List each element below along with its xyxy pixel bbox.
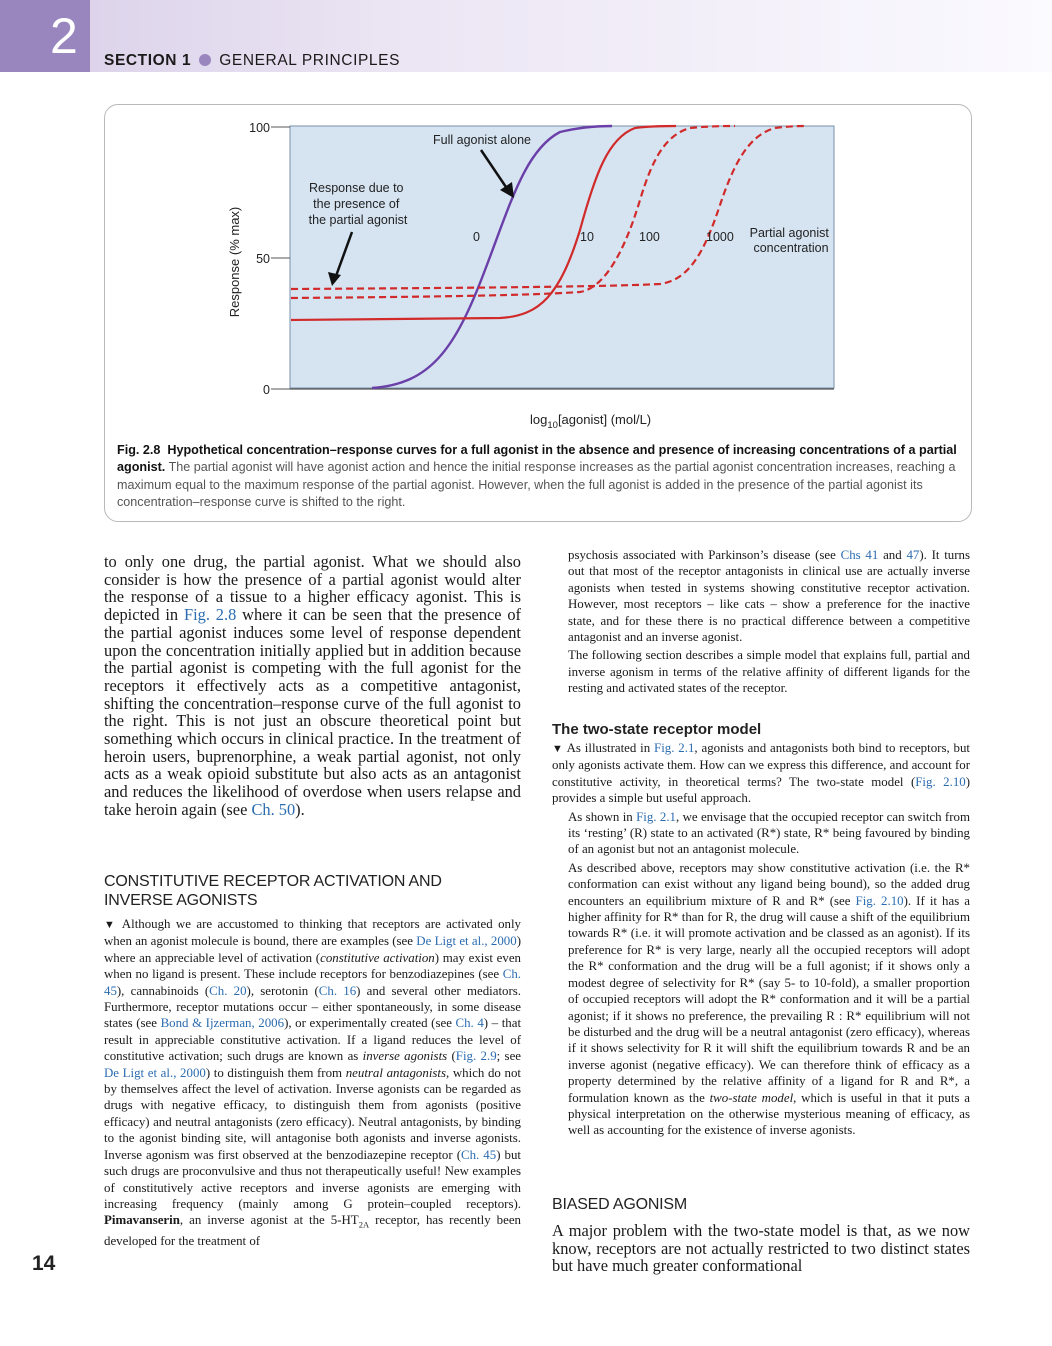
annotation-partial-concentration: Partial agonist concentration [749,226,829,255]
link-ch-4[interactable]: Ch. 4 [455,1016,484,1031]
figure-caption [117,442,967,512]
link-fig-2-1[interactable]: Fig. 2.1 [636,809,676,824]
figure-chart [0,0,1052,440]
link-bond-ijzerman-2006[interactable]: Bond & Ijzerman, 2006 [160,1016,285,1031]
right-column-model [552,740,971,1141]
curve-label-0: 0 [473,230,480,244]
chapter-number: 2 [50,8,78,64]
link-ch-45[interactable]: Ch. 45 [460,1147,497,1162]
link-ch-20[interactable]: Ch. 20 [209,983,247,998]
paragraph-psychosis: psychosis associated with Parkinson’s disease (see Chs 41 and 47). It turns out that most of the receptor antagonists in clinical use are actually inverse agonists when tested in systems showing constitutive receptor activation. However, most receptors – like cats – show a preference for the inactive state, and for these there is no practical difference between a competitive antagonist and an inverse agonist. [568,548,970,645]
paragraph-following-section: The following section describes a simple model that explains full, partial and inverse agonism in terms of the relative affinity of different ligands for the resting and activated states of the receptor. [568,648,970,696]
left-column-lead [104,553,521,819]
page-number: 14 [32,1252,56,1275]
right-column-biased [552,1222,970,1275]
heading-biased-agonism: BIASED AGONISM [552,1196,688,1213]
section-title: GENERAL PRINCIPLES [219,52,401,69]
y-tick-label: 100 [249,121,270,135]
link-ch-16[interactable]: Ch. 16 [318,983,357,998]
section-marker-icon: ▼ [552,743,564,755]
paragraph-inverse-agonists: ▼ Although we are accustomed to thinking that receptors are activated only when an agonist molecule is bound, there are examples (see De Ligt et al., 2000) where an appreciable level of activation (constitutive activation) may exist even when no ligand is present. These include receptors for benzodiazepines (see Ch. 45), cannabinoids (Ch. 20), serotonin (Ch. 16) and several other mediators. Furthermore, receptor mutations occur – either spontaneously, in some disease states (see Bond & Ijzerman, 2006), or experimentally created (see Ch. 4) – that result in appreciable constitutive activation. If a ligand reduces the level of constitutive activation; such drugs are known as inverse agonists (Fig. 2.9; see De Ligt et al., 2000) to distinguish them from neutral antagonists, which do not by themselves affect the level of activation. Inverse agonists can be regarded as drugs with negative efficacy, to distinguish them from agonists (positive efficacy) and neutral antagonists (zero efficacy). Neutral antagonists, by binding to the agonist binding site, will antagonise both agonists and inverse agonists. Inverse agonism was first observed at the benzodiazepine receptor (Ch. 45) but such drugs are proconvulsive and thus not therapeutically useful! New examples of constitutively active receptors and inverse agonists are emerging with increasing frequency (mainly among G protein–coupled receptors). Pimavanserin, an inverse agonist at the $5-HT_{2A}$ receptor, has recently been developed for the treatment of [104,917,522,1249]
heading-two-state-model: The two-state receptor model [552,721,762,738]
paragraph-as-shown: As shown in Fig. 2.1, we envisage that the occupied receptor can switch from its ‘resting’ (R) state to an activated (R*) state, R* being favoured by binding of an agonist but not an antagonist molecule. [568,809,970,857]
x-axis-label: $\log_{10}[agonist]$ (mol/L) [530,412,652,431]
link-fig-2-1[interactable]: Fig. 2.1 [654,741,695,755]
curve-label-10: 10 [580,230,594,244]
link-chs-41[interactable]: Chs 41 [840,548,879,562]
caption-body: The partial agonist will have agonist action and hence the initial response increases as the partial agonist concentration increases, reaching a maximum equal to the maximum response of the partial agonist. However, when the full agonist is added in the presence of the partial agonist its concentration–response curve is shifted to the right. [117,460,956,510]
annotation-full-agonist: Full agonist alone [433,133,531,147]
link-ch-50[interactable]: Ch. 50 [251,799,296,819]
link-de-ligt-2000[interactable]: De Ligt et al., 2000 [416,934,517,949]
heading-constitutive-activation: CONSTITUTIVE RECEPTOR ACTIVATION AND INVERSE AGONISTS [104,873,442,909]
paragraph-as-described: As described above, receptors may show constitutive activation (i.e. the R* conformation can exist without any ligand being bound), so the added drug encounters an equilibrium mixture of R and R* (see Fig. 2.10). If it has a higher affinity for R* than for R, the drug will cause a shift of the equilibrium towards R* (i.e. it will promote activation and be classed as an agonist). If its preference for R* is very large, nearly all the occupied receptors will adopt the R* conformation and the drug will be a full agonist; if it shows only a modest degree of selectivity for R* (say 5- to 10-fold), a smaller proportion of occupied receptors will adopt the R* conformation and it will be a partial agonist; if it shows no preference, the prevailing R : R* equilibrium will not be disturbed and the drug will be a neutral antagonist (zero efficacy), whereas if it shows selectivity for R it will shift the equilibrium towards R and be an inverse agonist (negative efficacy). We can therefore think of efficacy as a property determined by the relative affinity of a ligand for R and R*, a formulation known as the two-state model, which is useful in that it puts a physical interpretation on the otherwise mysterious meaning of efficacy, as well as accounting for the existence of inverse agonists. [568,860,971,1138]
curve-label-1000: 1000 [706,230,734,244]
paragraph-biased-agonism: A major problem with the two-state model is that, as we now know, receptors are not actually restricted to two distinct states but have much greater conformational [552,1221,970,1276]
link-fig-2-10[interactable]: Fig. 2.10 [915,774,966,789]
plot-area [290,126,834,388]
link-de-ligt-2000[interactable]: De Ligt et al., 2000 [104,1065,206,1080]
right-column-top [568,547,970,699]
paragraph-illustrated: ▼ As illustrated in Fig. 2.1, agonists and antagonists both bind to receptors, but only agonists activate them. How can we express this difference, and account for constitutive activity, in theoretical terms? The two-state model (Fig. 2.10) provides a simple but useful approach. [552,741,971,806]
caption-title: Hypothetical concentration–response curves for a full agonist in the absence and presence of increasing concentrations of a partial agonist. [117,443,957,475]
section-marker-icon: ▼ [104,919,118,931]
paragraph-partial-agonist: to only one drug, the partial agonist. What we should also consider is how the presence of a partial agonist would alter the response of a tissue to a higher efficacy agonist. This is depicted in Fig. 2.8 where it can be seen that the presence of the partial agonist induces some level of response dependent upon the concentration initially applied but in addition because the partial agonist is competing with the full agonist for the receptors it effectively acts as a competitive antagonist, shifting the concentration–response curve of the full agonist to the right. This is not just an obscure theoretical point but something which occurs in clinical practice. In the treatment of heroin users, buprenorphine, a weak partial agonist, not only acts as a weak opioid substitute but also acts as an antagonist and reduces the likelihood of overdose when users relapse and take heroin again (see Ch. 50). [104,552,521,819]
left-column-small [104,916,521,1252]
section-number: SECTION 1 [104,52,192,69]
link-ch-45[interactable]: Ch. 45 [104,967,521,998]
y-axis-label: Response (% max) [227,206,242,318]
link-fig-2-10[interactable]: Fig. 2.10 [855,893,904,908]
caption-label: Fig. 2.8 [117,443,161,457]
annotation-partial-response: Response due to the presence of the partial agonist [308,181,408,227]
curve-label-100: 100 [639,230,660,244]
link-ch-47[interactable]: 47 [906,548,920,562]
y-tick-label: 0 [263,383,270,397]
y-tick-label: 50 [256,252,270,266]
link-fig-2-8[interactable]: Fig. 2.8 [183,605,237,625]
link-fig-2-9[interactable]: Fig. 2.9 [455,1049,497,1064]
